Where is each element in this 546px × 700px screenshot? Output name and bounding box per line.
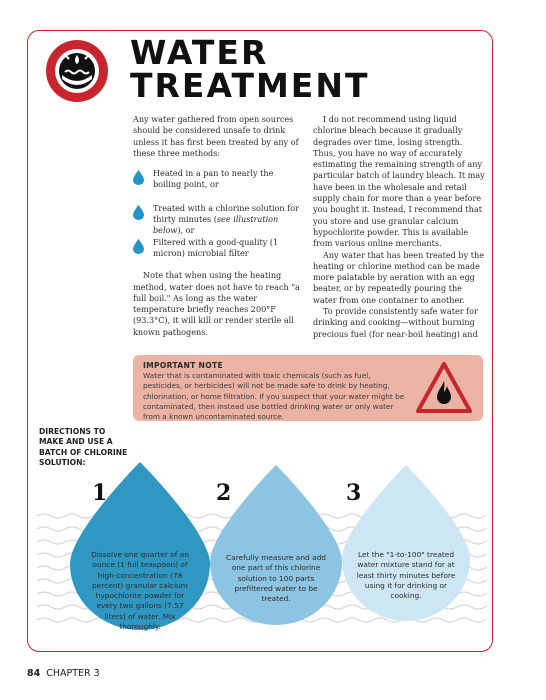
step-3-number: 3	[346, 480, 362, 506]
page-title-text: WATER TREATMENT	[130, 33, 370, 105]
heating-note-paragraph: Note that when using the heating method, water does not have to reach "a full boil." As long as the water temperature briefly reaches 200°F (93.3°C), it will kill or render sterile all known pathogens.	[133, 270, 300, 337]
fire-warning-icon	[415, 361, 473, 415]
method-bullet-chlorine	[133, 203, 301, 237]
water-treatment-badge-icon	[45, 39, 109, 103]
aeration-paragraph: Any water that has been treated by the heating or chlorine method can be made more palatable by aeration with an egg beater, or by repeatedly pouring the water from one container to another.	[313, 249, 484, 305]
page-title	[130, 33, 370, 105]
page-number: 84	[27, 668, 41, 679]
method-bullet-heat	[133, 168, 301, 191]
directions-label: DIRECTIONS TO MAKE AND USE A BATCH OF CHLORINE SOLUTION:	[39, 427, 128, 468]
method-heat-text: Heated in a pan to nearly the boiling point, or	[153, 168, 274, 190]
method-bullet-filter	[133, 237, 301, 260]
water-drop-icon	[133, 205, 144, 220]
step-2-text: Carefully measure and add one part of this chlorine solution to 100 parts prefiltered water to be treated.	[226, 553, 326, 604]
step-2-number: 2	[216, 480, 232, 506]
left-column	[133, 114, 301, 338]
method-chlorine-italic: see illustration below	[153, 214, 279, 236]
important-note-body: Water that is contaminated with toxic chemicals (such as fuel, pesticides, or herbicides) will not be made safe to drink by heating, chlorination, or home filtration. If you suspect that your water might be contaminated, then instead use bottled drinking water or only water from a known uncontaminated source.	[143, 371, 405, 422]
intro-paragraph: Any water gathered from open sources should be considered unsafe to drink unless it has first been treated by any of these three methods:	[133, 114, 299, 158]
method-chlorine-text-a: Treated with a chlorine solution for thirty minutes (	[153, 202, 299, 225]
chapter-label: CHAPTER 3	[46, 668, 100, 679]
method-filter-text: Filtered with a good-quality (1 micron) microbial filter	[153, 236, 279, 258]
step-3-text: Let the "1-to-100" treated water mixture stand for at least thirty minutes before using it for drinking or cooking.	[356, 550, 456, 601]
safe-water-paragraph: To provide consistently safe water for drinking and cooking—without burning precious fuel (for near-boil heating) and	[313, 306, 478, 339]
bleach-paragraph: I do not recommend using liquid chlorine bleach because it gradually degrades over time, losing strength. Thus, you have no way of accurately estimating the remaining strength of any particular batch of laundry bleach. It may have been in the wholesale and retail supply chain for more than a year before you bought it. Instead, I recommend that you store and use granular calcium hypochlorite powder. This is available from various online merchants.	[313, 114, 485, 249]
method-chlorine-text-b: ), or	[177, 225, 195, 236]
water-drop-icon	[133, 170, 144, 185]
important-note-heading: IMPORTANT NOTE	[143, 361, 223, 370]
water-drop-icon	[133, 239, 144, 254]
right-column	[313, 114, 486, 340]
step-1-number: 1	[92, 480, 108, 506]
page-footer	[27, 668, 100, 679]
step-1-text: Dissolve one quarter of an ounce (1 full teaspoon) of high-concentration (78 percent) granular calcium hypochlorite powder for every two gallons (7.57 liters) of water. Mix thoroughly.	[91, 550, 189, 632]
